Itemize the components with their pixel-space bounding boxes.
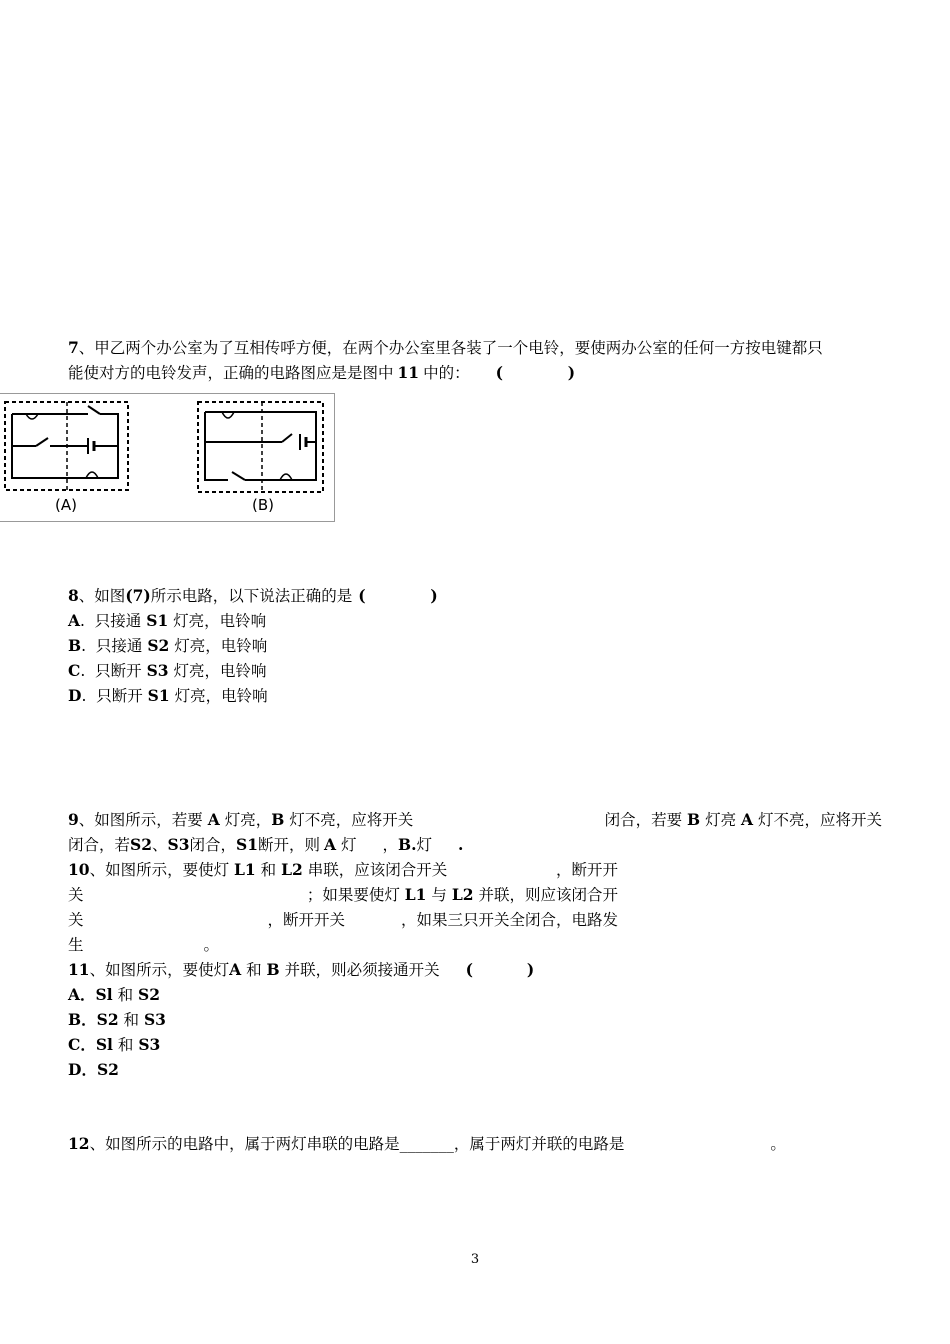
q9-switch: S3 xyxy=(167,835,190,854)
q9-switch: S2 xyxy=(130,835,152,854)
option-text: ． xyxy=(80,1035,96,1054)
q9-text: 闭合，若要 xyxy=(604,811,683,829)
q11-text: 和 xyxy=(246,961,262,979)
option-text: ． xyxy=(81,1060,97,1079)
q10-text: 关 xyxy=(68,886,84,904)
fig-label-a: (A) xyxy=(55,496,77,514)
q8-number: 8 xyxy=(68,586,79,605)
q10-lamp: L1 xyxy=(234,860,256,879)
q10-lamp: L2 xyxy=(451,885,474,904)
q9-text: 闭合，若 xyxy=(68,836,131,854)
option-switch: S3 xyxy=(146,661,169,680)
q9-text: 灯亮， xyxy=(224,811,272,829)
option-text: 灯亮，电铃响 xyxy=(168,662,267,680)
q12-blank: _______ xyxy=(399,1135,454,1153)
q9-text: 灯亮 xyxy=(705,811,737,829)
q10-text: 与 xyxy=(431,886,447,904)
q7-answer-bracket: ( ) xyxy=(495,363,576,382)
q10-text: 和 xyxy=(260,861,277,879)
q11-number: 11 xyxy=(68,960,90,979)
option-text: 和 xyxy=(118,1011,144,1029)
q8-text-b: 所示电路，以下说法正确的是 xyxy=(150,587,353,605)
q11-text: 、如图所示，要使灯 xyxy=(89,961,230,979)
q9-lamp-b: B xyxy=(687,810,701,829)
q9-text: ， xyxy=(382,836,399,854)
q7-figure-ref: 11 xyxy=(397,363,420,382)
option-switch: Sl xyxy=(95,1035,113,1054)
q9-text: 闭合， xyxy=(189,836,237,854)
option-letter: D xyxy=(68,1060,82,1079)
q8-stem xyxy=(68,586,438,606)
q10-number: 10 xyxy=(68,860,90,879)
q8-option-b xyxy=(68,636,267,656)
option-text: 灯亮，电铃响 xyxy=(169,637,268,655)
q10-line3 xyxy=(68,910,618,930)
q7-text-line2a: 能使对方的电铃发声，正确的电路图应是是图中 xyxy=(68,364,394,382)
q8-option-c xyxy=(68,661,266,681)
option-switch: S2 xyxy=(96,1060,119,1079)
q8-text-a: 、如图 xyxy=(78,587,126,605)
fig-label-b: (B) xyxy=(252,496,274,514)
option-text: 和 xyxy=(112,1036,139,1054)
option-text: 灯亮，电铃响 xyxy=(169,687,268,705)
option-switch: S2 xyxy=(138,985,160,1004)
option-switch: Sl xyxy=(95,985,113,1004)
q9-text: 灯 xyxy=(340,836,357,854)
q10-text: 。 xyxy=(203,936,220,954)
q12-stem xyxy=(68,1134,786,1154)
q10-text: 、如图所示，要使灯 xyxy=(89,861,230,879)
q10-text: 并联，则应该闭合开 xyxy=(478,886,618,904)
circuit-b xyxy=(198,402,323,492)
q11-option-c xyxy=(68,1035,160,1055)
option-text: . 只断开 xyxy=(80,662,147,680)
q7-circuit-figure xyxy=(0,393,335,522)
option-switch: S3 xyxy=(143,1010,166,1029)
circuit-a xyxy=(5,402,128,490)
option-letter: B xyxy=(68,1010,82,1029)
q9-text: . xyxy=(458,835,464,854)
option-letter: A xyxy=(68,985,81,1004)
option-switch: S2 xyxy=(147,636,170,655)
q11-answer-bracket: ( ) xyxy=(465,960,535,979)
q9-lamp-a: A xyxy=(207,810,220,829)
option-text: ． xyxy=(80,985,96,1004)
option-switch: S2 xyxy=(96,1010,119,1029)
option-text: ． xyxy=(81,1010,97,1029)
option-switch: S1 xyxy=(146,611,169,630)
q12-number: 12 xyxy=(68,1134,90,1153)
q9-lamp-a: A xyxy=(741,810,754,829)
q10-line2 xyxy=(68,885,618,905)
option-text: . 只断开 xyxy=(81,687,148,705)
option-text: . 只接通 xyxy=(81,637,148,655)
q8-figure-ref: (7) xyxy=(125,586,151,605)
q8-answer-bracket: ( ) xyxy=(358,586,438,605)
q9-text: 灯不亮，应将开关 xyxy=(757,811,882,829)
q11-text: 并联，则必须接通开关 xyxy=(284,961,440,979)
circuit-diagrams xyxy=(0,394,334,521)
q11-stem xyxy=(68,960,534,980)
q7-line2 xyxy=(68,363,575,383)
q9-lamp-b: B xyxy=(271,810,285,829)
q10-text: 关 xyxy=(68,911,84,929)
q9-text: 、 xyxy=(152,836,168,854)
q10-text: 串联，应该闭合开关 xyxy=(307,861,448,879)
q9-text: 灯 xyxy=(416,836,433,854)
q9-text: 灯不亮，应将开关 xyxy=(289,811,414,829)
q9-line1 xyxy=(68,810,882,830)
q12-text: 、如图所示的电路中，属于两灯串联的电路是 xyxy=(89,1135,400,1153)
option-text: 灯亮，电铃响 xyxy=(168,612,267,630)
option-letter: C xyxy=(68,661,81,680)
q9-line2 xyxy=(68,835,463,855)
q10-lamp: L2 xyxy=(281,860,303,879)
q7-text-line1: 、甲乙两个办公室为了互相传呼方便，在两个办公室里各装了一个电铃，要使两办公室的任何一方按电键都只 xyxy=(78,339,823,357)
q10-line4 xyxy=(68,935,219,955)
q9-switch: S1 xyxy=(236,835,258,854)
q10-line1 xyxy=(68,860,618,880)
q11-lamp-b: B xyxy=(266,960,280,979)
q11-lamp-a: A xyxy=(229,960,242,979)
q10-lamp: L1 xyxy=(404,885,427,904)
q12-text: ，属于两灯并联的电路是 xyxy=(453,1135,625,1153)
option-text: . 只接通 xyxy=(80,612,147,630)
q10-text: ，断开开关 xyxy=(267,911,345,929)
q7-number: 7 xyxy=(68,338,79,357)
q9-number: 9 xyxy=(68,810,79,829)
option-letter: B xyxy=(68,636,82,655)
q11-option-d xyxy=(68,1060,119,1080)
q10-text: ，如果三只开关全闭合，电路发 xyxy=(400,911,618,929)
q10-text: ；如果要使灯 xyxy=(306,886,400,904)
q11-option-a xyxy=(68,985,160,1005)
option-letter: C xyxy=(68,1035,81,1054)
option-switch: S1 xyxy=(147,686,170,705)
q9-lamp-a: A xyxy=(324,835,337,854)
option-letter: D xyxy=(68,686,82,705)
q8-option-d xyxy=(68,686,268,706)
q7-line1 xyxy=(68,338,882,358)
option-text: 和 xyxy=(112,986,138,1004)
q8-option-a xyxy=(68,611,266,631)
page-number: 3 xyxy=(470,1252,480,1267)
q9-lamp-b: B. xyxy=(398,835,417,854)
q7-text-line2b: 中的： xyxy=(423,364,470,382)
option-switch: S3 xyxy=(138,1035,161,1054)
q12-text: 。 xyxy=(770,1135,786,1153)
q9-text: 断开，则 xyxy=(258,836,321,854)
q10-text: ，断开开 xyxy=(555,861,618,879)
q11-option-b xyxy=(68,1010,166,1030)
q10-text: 生 xyxy=(68,936,84,954)
option-letter: A xyxy=(68,611,81,630)
q9-text: 、如图所示，若要 xyxy=(78,811,203,829)
